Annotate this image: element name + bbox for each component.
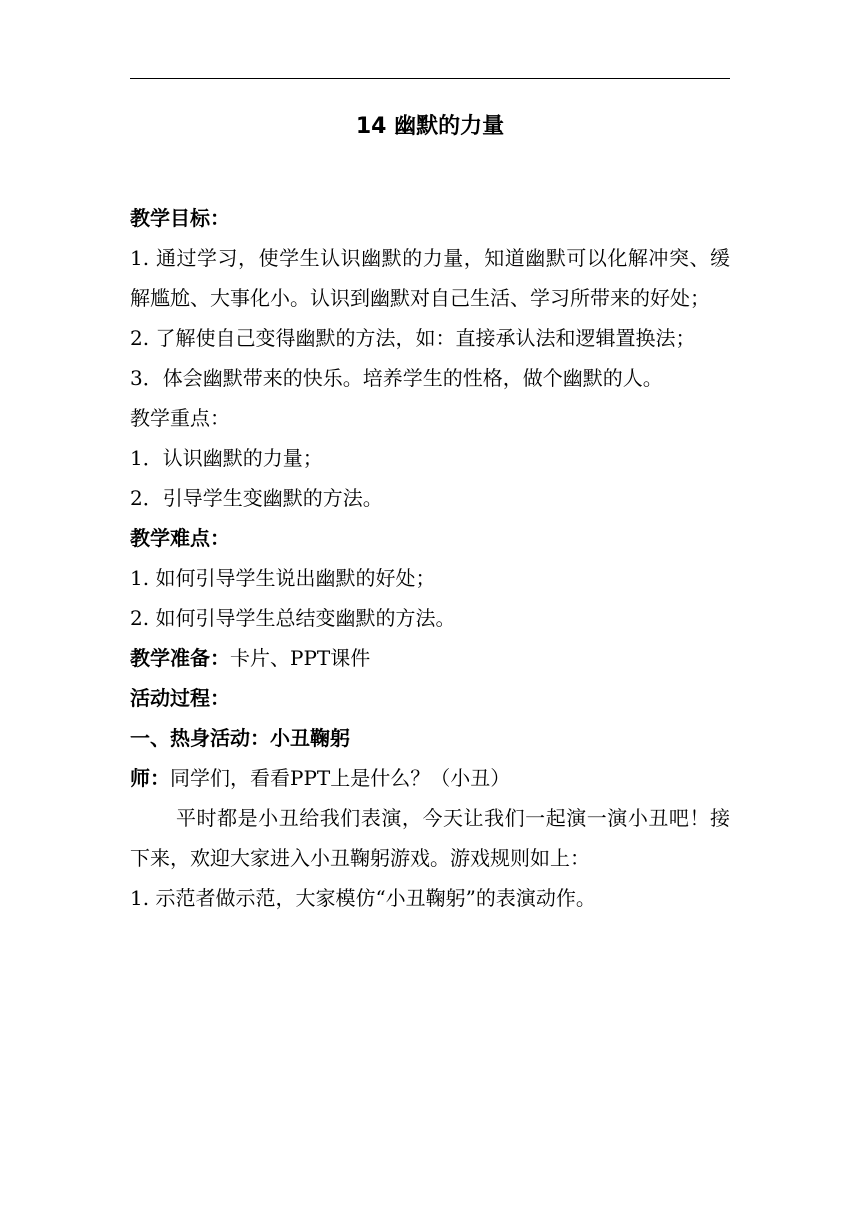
teacher-label: 师：: [130, 766, 170, 790]
key-point-item: 2．引导学生变幽默的方法。: [130, 486, 383, 510]
preparation-text: 卡片、PPT课件: [230, 646, 371, 670]
header-rule: [130, 78, 730, 79]
preparation-heading: 教学准备：: [130, 646, 230, 670]
preparation-line: [130, 638, 730, 678]
part1-heading: 一、热身活动：小丑鞠躬: [130, 726, 350, 750]
key-point-item: 1．认识幽默的力量；: [130, 446, 323, 470]
objective-item: 3．体会幽默带来的快乐。培养学生的性格，做个幽默的人。: [130, 366, 663, 390]
teacher-text: 同学们，看看PPT上是什么？（小丑）: [170, 766, 511, 790]
teacher-line: [130, 758, 730, 798]
difficulty-item: 1. 如何引导学生说出幽默的好处；: [130, 566, 436, 590]
process-heading: 活动过程：: [130, 686, 230, 710]
document-body: [130, 198, 730, 918]
rule-item: 1. 示范者做示范，大家模仿“小丑鞠躬”的表演动作。: [130, 886, 596, 910]
key-points-heading: 教学重点：: [130, 406, 230, 430]
difficulty-item: 2. 如何引导学生总结变幽默的方法。: [130, 606, 456, 630]
difficulties-heading: 教学难点：: [130, 526, 230, 550]
document-title: 14 幽默的力量: [355, 114, 505, 139]
objective-item: 2. 了解使自己变得幽默的方法，如：直接承认法和逻辑置换法；: [130, 326, 696, 350]
objectives-heading: 教学目标：: [130, 206, 230, 230]
game-intro-paragraph: 平时都是小丑给我们表演，今天让我们一起演一演小丑吧！接下来，欢迎大家进入小丑鞠躬游戏。游戏规则如上：: [130, 806, 730, 870]
objective-item: 1. 通过学习，使学生认识幽默的力量，知道幽默可以化解冲突、缓解尴尬、大事化小。认识到幽默对自己生活、学习所带来的好处；: [130, 246, 730, 310]
